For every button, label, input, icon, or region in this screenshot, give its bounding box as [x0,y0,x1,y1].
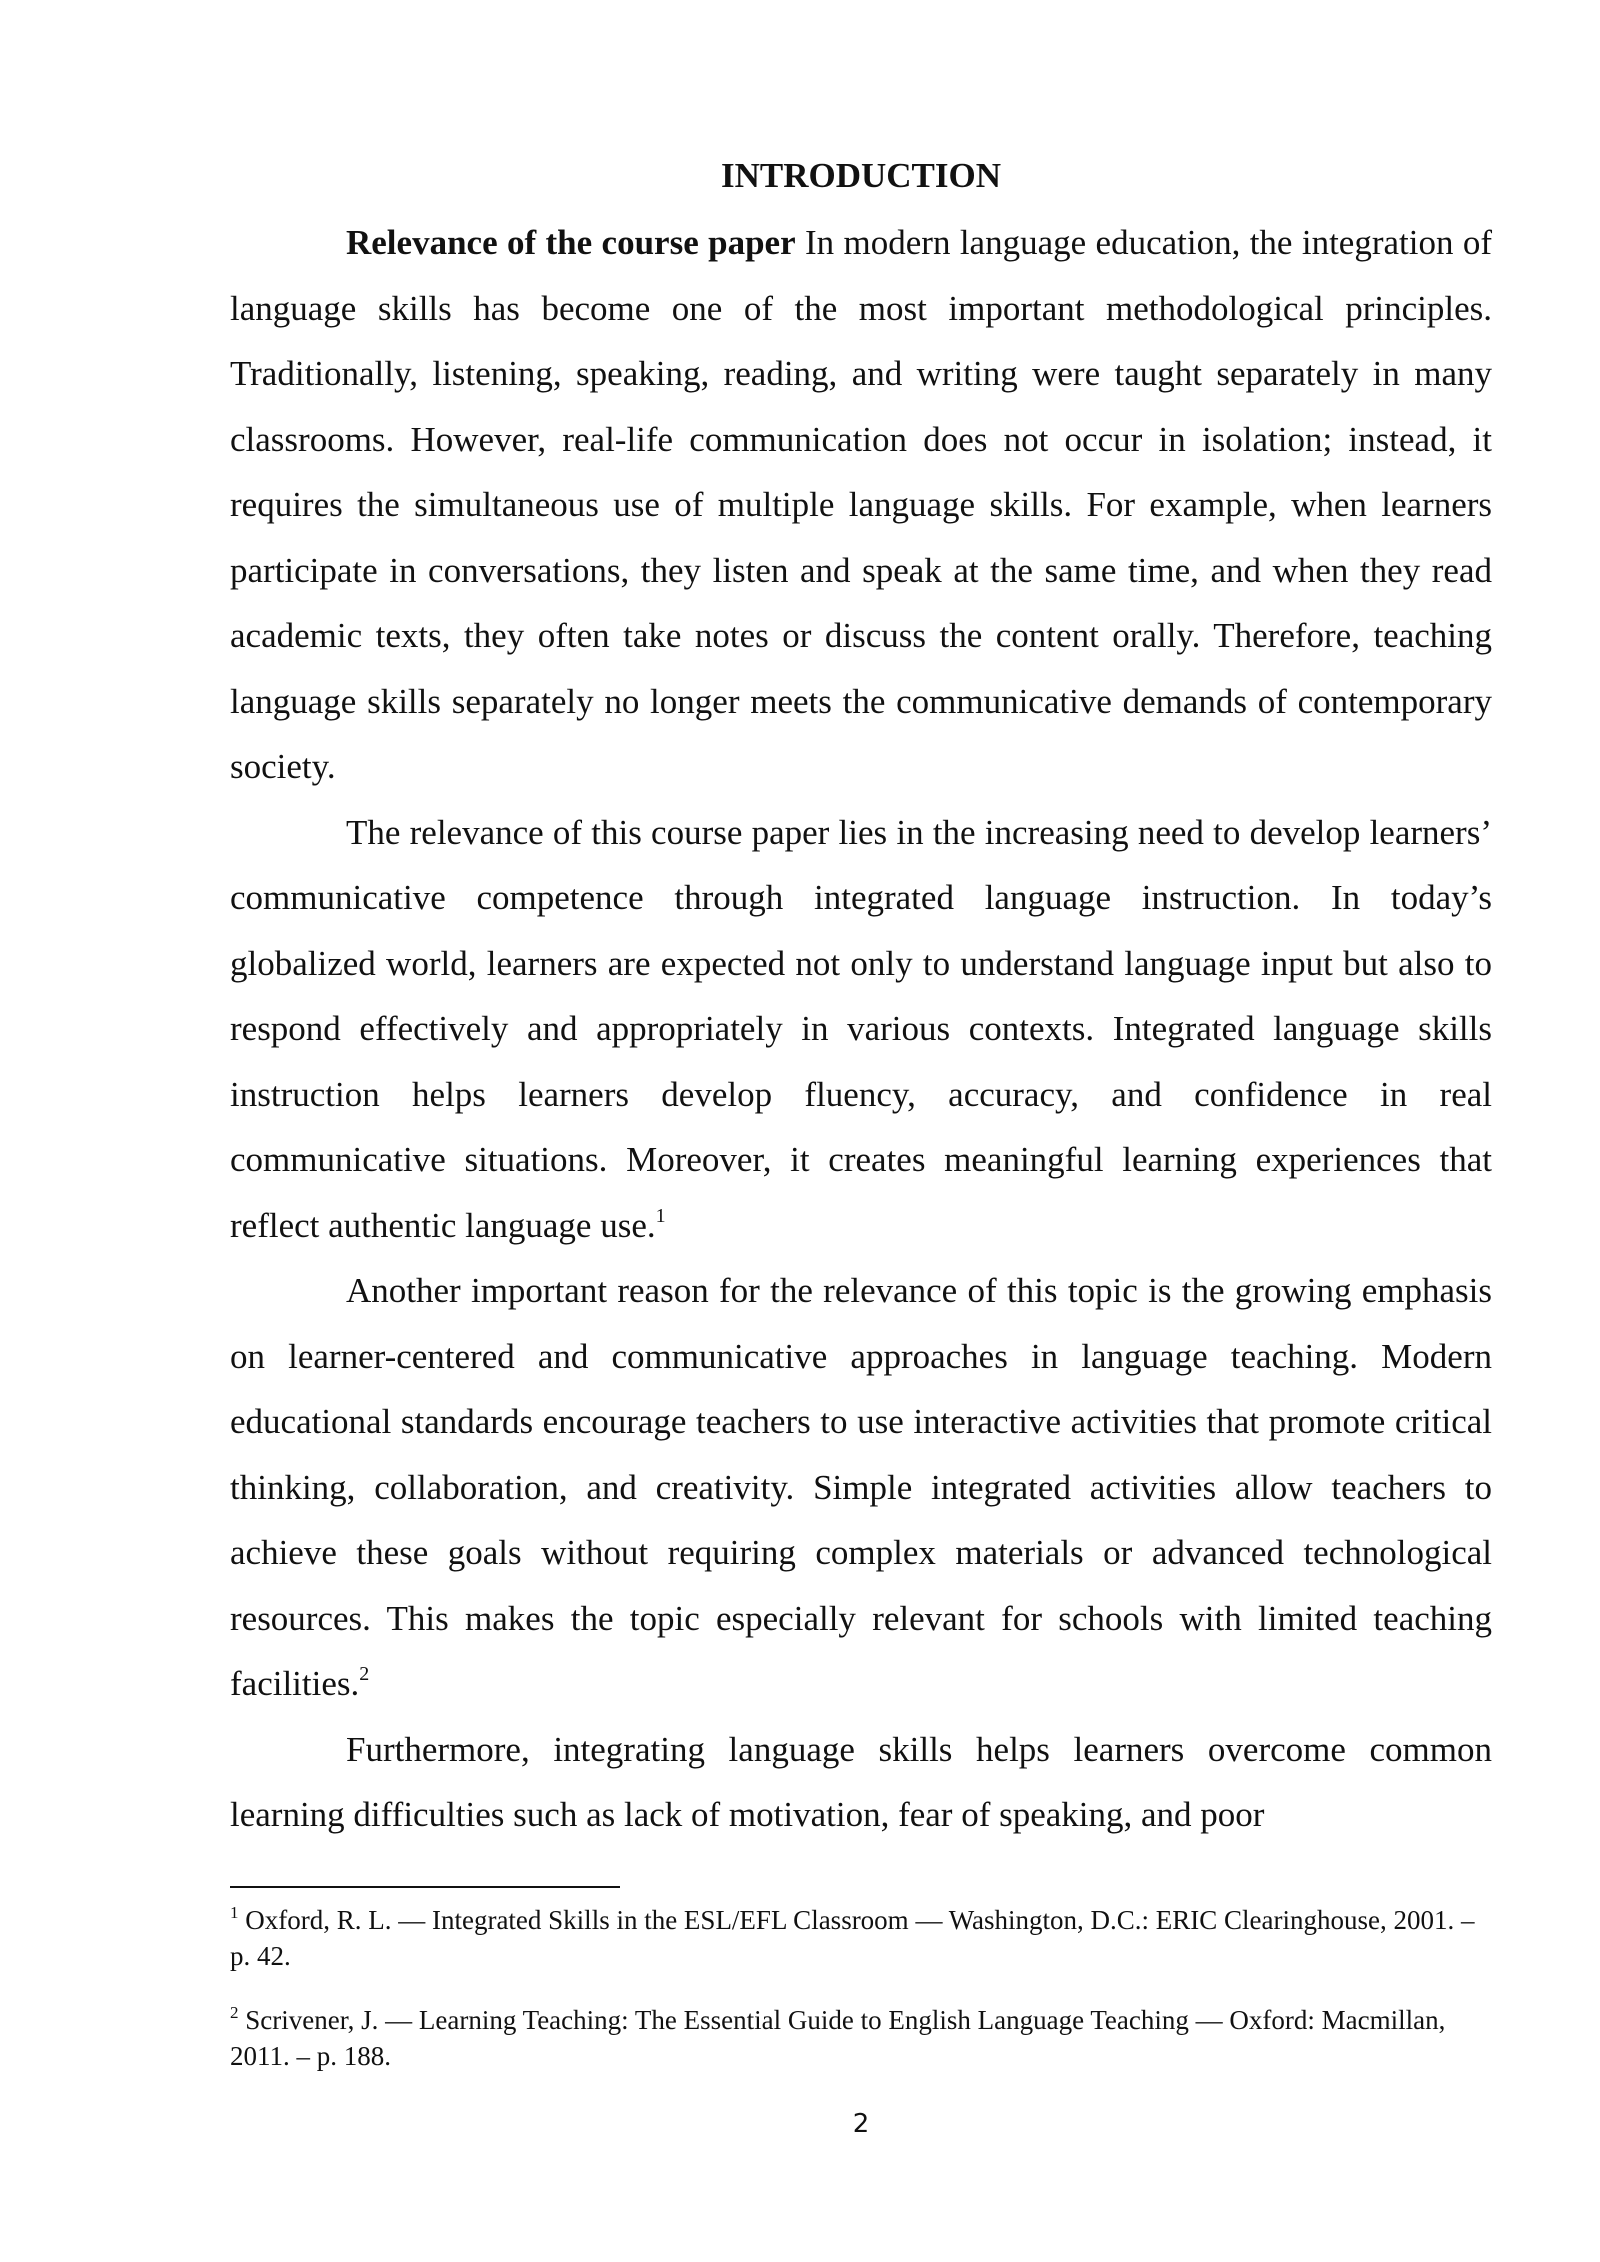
footnote-mark: 2 [230,2003,239,2022]
page-number: 2 [852,2109,870,2139]
paragraph-text: Another important reason for the relevance of this topic is the growing emphasis on learner-centered and communicative approaches in language teaching. Modern educational standards encourage teachers to use interactive activities that promote critical thinking, collaboration, and creativity. Simple integrated activities allow teachers to achieve these goals without requiring complex materials or advanced technological resources. This makes the topic especially relevant for schools with limited teaching facilities. [230,1271,1492,1703]
footnote-reference[interactable]: 1 [655,1204,666,1227]
footnote-reference[interactable]: 2 [359,1663,370,1685]
paragraph-text: The relevance of this course paper lies in the increasing need to develop learners’ communicative competence through integrated language instruction. In today’s globalized world, learners are expected not only to understand language input but also to respond effectively and appropriately in various contexts. Integrated language skills instruction helps learners develop fluency, accuracy, and confidence in real communicative situations. Moreover, it creates meaningful learning experiences that reflect authentic language use. [230,812,1492,1245]
section-heading: INTRODUCTION [720,156,1002,195]
paragraph-lead: Relevance of the course paper [346,223,796,262]
paragraph-text: Furthermore, integrating language skills helps learners overcome common learning difficulties such as lack of motivation, fear of speaking, and poor [230,1729,1492,1834]
footnotes [230,1902,1492,2102]
footnote-1 [230,1902,1492,1974]
footnote-text: Scrivener, J. — Learning Teaching: The Essential Guide to English Language Teaching — Oxford: Macmillan, 2011. – p. 188. [230,2005,1446,2071]
body-text [230,210,1492,1848]
paragraph-1 [230,210,1492,800]
paragraph-3 [230,1258,1492,1717]
footnote-text: Oxford, R. L. — Integrated Skills in the ESL/EFL Classroom — Washington, D.C.: ERIC Clearinghouse, 2001. – p. 42. [230,1905,1475,1971]
footnote-mark: 1 [230,1903,239,1922]
footnote-2 [230,2002,1492,2074]
footnote-separator [230,1886,620,1888]
paragraph-2 [230,800,1492,1259]
paragraph-4 [230,1717,1492,1848]
paragraph-text: In modern language education, the integration of language skills has become one of the most important methodological principles. Traditionally, listening, speaking, reading, and writing were taught separately in many classrooms. However, real-life communication does not occur in isolation; instead, it requires the simultaneous use of multiple language skills. For example, when learners participate in conversations, they listen and speak at the same time, and when they read academic texts, they often take notes or discuss the content orally. Therefore, teaching language skills separately no longer meets the communicative demands of contemporary society. [230,223,1492,786]
